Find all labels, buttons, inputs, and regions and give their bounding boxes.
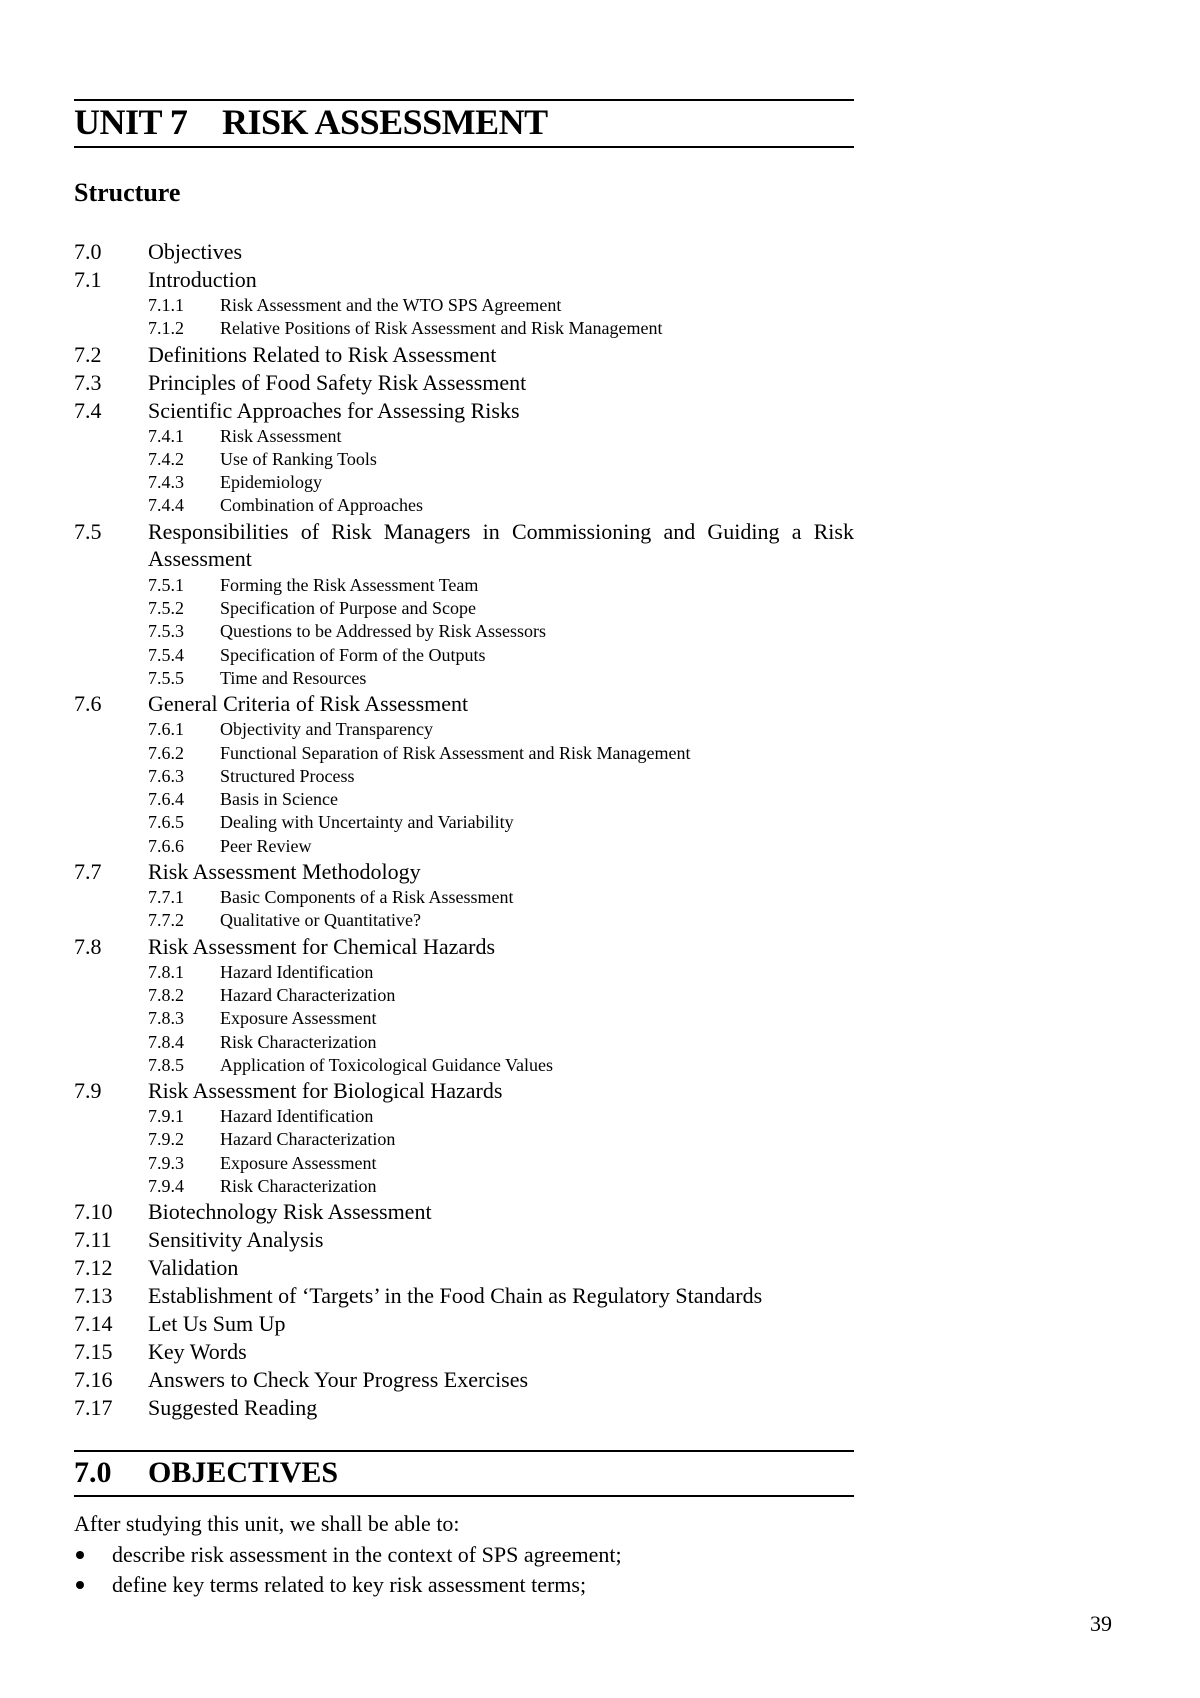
bullet-icon	[76, 1581, 84, 1589]
toc-entry-title: Hazard Characterization	[220, 984, 396, 1005]
toc-entry-number: 7.5	[74, 518, 102, 544]
toc-entry-title: Peer Review	[220, 835, 312, 856]
toc-entry-number: 7.9.4	[148, 1176, 184, 1197]
toc-subsection-entry	[74, 494, 854, 517]
toc-subsection-entry	[74, 961, 854, 984]
toc-entry-title: Risk Assessment Methodology	[148, 859, 421, 885]
toc-subsection-entry	[74, 425, 854, 448]
toc-entry-title: Combination of Approaches	[220, 495, 423, 516]
toc-entry-title: Biotechnology Risk Assessment	[148, 1199, 432, 1225]
toc-entry-number: 7.4	[74, 397, 102, 423]
toc-entry-title: Structured Process	[220, 765, 355, 786]
toc-entry-title: General Criteria of Risk Assessment	[148, 691, 469, 717]
toc-section-entry	[74, 266, 854, 294]
toc-entry-title: Application of Toxicological Guidance Values	[220, 1054, 553, 1075]
toc-entry-title: Forming the Risk Assessment Team	[220, 574, 479, 595]
toc-entry-number: 7.4.1	[148, 425, 184, 446]
toc-entry-title: Objectives	[148, 239, 243, 264]
toc-entry-number: 7.13	[74, 1283, 113, 1309]
toc-entry-title: Functional Separation of Risk Assessment and Risk Management	[220, 742, 691, 763]
toc-subsection-entry	[74, 1105, 854, 1128]
toc-entry-number: 7.11	[74, 1227, 112, 1253]
toc-entry-title: Time and Resources	[220, 667, 367, 688]
toc-subsection-entry	[74, 448, 854, 471]
toc-entry-number: 7.9.3	[148, 1152, 184, 1173]
toc-entry-number: 7.9.1	[148, 1106, 184, 1127]
toc-entry-number: 7.9	[74, 1078, 102, 1104]
toc-entry-title: Hazard Characterization	[220, 1129, 396, 1150]
toc-section-entry	[74, 1310, 854, 1338]
unit-title-top-rule	[74, 99, 854, 101]
toc-entry-title: Let Us Sum Up	[148, 1311, 286, 1337]
toc-subsection-entry	[74, 1054, 854, 1077]
toc-entry-title: Risk Assessment and the WTO SPS Agreement	[220, 295, 562, 315]
toc-subsection-entry	[74, 811, 854, 834]
objectives-list	[74, 1540, 854, 1600]
toc-entry-number: 7.6.1	[148, 719, 184, 740]
toc-entry-number: 7.5.4	[148, 644, 184, 665]
toc-entry-number: 7.1	[74, 267, 102, 292]
toc-section-entry	[74, 933, 854, 961]
toc-entry-title: Exposure Assessment	[220, 1008, 377, 1029]
toc-entry-number: 7.0	[74, 239, 102, 264]
toc-subsection-entry	[74, 1175, 854, 1198]
unit-title	[74, 104, 548, 140]
toc-entry-number: 7.8.1	[148, 961, 184, 982]
toc-subsection-entry	[74, 886, 854, 909]
toc-subsection-entry	[74, 742, 854, 765]
toc-subsection-entry	[74, 1152, 854, 1175]
toc-entry-title: Risk Characterization	[220, 1031, 377, 1052]
toc-subsection-entry	[74, 294, 854, 317]
toc-subsection-entry	[74, 984, 854, 1007]
unit-title-text: RISK ASSESSMENT	[222, 102, 548, 142]
toc-entry-title: Qualitative or Quantitative?	[220, 910, 421, 931]
toc-entry-title: Risk Assessment for Biological Hazards	[148, 1078, 503, 1104]
toc-subsection-entry	[74, 835, 854, 858]
unit-number: UNIT 7	[74, 102, 188, 142]
toc-section-entry	[74, 1394, 854, 1422]
toc-entry-number: 7.14	[74, 1311, 113, 1337]
toc-entry-title: Definitions Related to Risk Assessment	[148, 341, 497, 367]
toc-subsection-entry	[74, 644, 854, 667]
toc-entry-number: 7.5.5	[148, 667, 184, 688]
toc-entry-title: Answers to Check Your Progress Exercises	[148, 1367, 529, 1393]
toc-entry-title: Key Words	[148, 1339, 247, 1365]
toc-entry-number: 7.4.4	[148, 495, 184, 516]
objectives-number: 7.0	[74, 1456, 112, 1489]
list-item-text: describe risk assessment in the context of SPS agreement;	[112, 1542, 622, 1567]
toc-entry-number: 7.10	[74, 1199, 113, 1225]
toc-entry-number: 7.6.2	[148, 742, 184, 763]
toc-section-entry	[74, 1254, 854, 1282]
toc-entry-number: 7.16	[74, 1367, 113, 1393]
objectives-heading	[74, 1458, 338, 1488]
toc-entry-title: Basic Components of a Risk Assessment	[220, 887, 514, 908]
table-of-contents	[74, 238, 854, 1422]
toc-subsection-entry	[74, 471, 854, 494]
toc-subsection-entry	[74, 667, 854, 690]
toc-entry-title: Suggested Reading	[148, 1395, 318, 1421]
toc-subsection-entry	[74, 597, 854, 620]
toc-entry-title: Hazard Identification	[220, 1106, 374, 1127]
toc-entry-number: 7.4.3	[148, 472, 184, 493]
toc-entry-number: 7.6.6	[148, 835, 184, 856]
toc-entry-title: Objectivity and Transparency	[220, 719, 433, 740]
toc-entry-number: 7.6.4	[148, 789, 184, 810]
toc-subsection-entry	[74, 1128, 854, 1151]
toc-entry-number: 7.6.5	[148, 812, 184, 833]
list-item	[74, 1570, 854, 1600]
toc-entry-number: 7.7	[74, 859, 102, 885]
toc-entry-title: Risk Assessment for Chemical Hazards	[148, 933, 496, 959]
toc-subsection-entry	[74, 317, 854, 340]
toc-entry-number: 7.8.4	[148, 1031, 184, 1052]
objectives-intro: After studying this unit, we shall be able to:	[74, 1511, 460, 1536]
toc-entry-title: Sensitivity Analysis	[148, 1227, 324, 1253]
unit-title-bottom-rule	[74, 146, 854, 148]
toc-section-entry	[74, 1226, 854, 1254]
toc-entry-number: 7.8.2	[148, 984, 184, 1005]
objectives-title: OBJECTIVES	[148, 1456, 339, 1489]
toc-section-entry	[74, 690, 854, 718]
toc-entry-title: Dealing with Uncertainty and Variability	[220, 812, 514, 833]
objectives-top-rule	[74, 1450, 854, 1452]
structure-heading: Structure	[74, 178, 181, 207]
toc-entry-title: Hazard Identification	[220, 961, 374, 982]
toc-section-entry	[74, 341, 854, 369]
toc-entry-number: 7.5.1	[148, 574, 184, 595]
toc-entry-number: 7.6	[74, 691, 102, 717]
toc-entry-number: 7.5.2	[148, 598, 184, 619]
list-item	[74, 1540, 854, 1570]
toc-entry-title: Relative Positions of Risk Assessment and Risk Management	[220, 318, 663, 339]
toc-entry-title: Validation	[148, 1255, 239, 1281]
toc-entry-number: 7.6.3	[148, 765, 184, 786]
toc-entry-number: 7.17	[74, 1395, 113, 1421]
toc-entry-number: 7.3	[74, 369, 102, 395]
toc-section-entry	[74, 1366, 854, 1394]
toc-entry-title: Risk Characterization	[220, 1176, 377, 1197]
toc-entry-number: 7.8.5	[148, 1054, 184, 1075]
toc-entry-number: 7.7.1	[148, 887, 184, 908]
toc-section-entry	[74, 1198, 854, 1226]
toc-entry-title: Specification of Form of the Outputs	[220, 644, 486, 665]
toc-entry-number: 7.12	[74, 1255, 113, 1281]
bullet-icon	[76, 1551, 84, 1559]
toc-section-entry	[74, 1338, 854, 1366]
toc-entry-number: 7.8.3	[148, 1008, 184, 1029]
toc-entry-title: Epidemiology	[220, 472, 322, 493]
toc-entry-number: 7.1.2	[148, 318, 184, 339]
toc-entry-number: 7.2	[74, 341, 102, 367]
toc-section-entry	[74, 858, 854, 886]
toc-section-entry	[74, 518, 854, 574]
objectives-bottom-rule	[74, 1495, 854, 1497]
toc-entry-title: Exposure Assessment	[220, 1152, 377, 1173]
toc-entry-title: Introduction	[148, 267, 257, 292]
toc-subsection-entry	[74, 620, 854, 643]
toc-subsection-entry	[74, 718, 854, 741]
toc-subsection-entry	[74, 788, 854, 811]
toc-entry-title: Risk Assessment	[220, 425, 342, 446]
toc-entry-title: Basis in Science	[220, 789, 338, 810]
toc-entry-number: 7.15	[74, 1339, 113, 1365]
toc-section-entry	[74, 1282, 854, 1310]
toc-entry-title: Principles of Food Safety Risk Assessment	[148, 369, 527, 395]
toc-entry-number: 7.7.2	[148, 910, 184, 931]
toc-subsection-entry	[74, 574, 854, 597]
toc-section-entry	[74, 397, 854, 425]
list-item-text: define key terms related to key risk assessment terms;	[112, 1572, 587, 1597]
toc-section-entry	[74, 238, 854, 266]
toc-subsection-entry	[74, 765, 854, 788]
toc-entry-title: Questions to be Addressed by Risk Assessors	[220, 621, 547, 642]
toc-section-entry	[74, 1077, 854, 1105]
toc-entry-number: 7.8	[74, 933, 102, 959]
toc-entry-title: Use of Ranking Tools	[220, 448, 377, 469]
toc-entry-title: Responsibilities of Risk Managers in Commissioning and Guiding a Risk Assessment	[148, 518, 854, 571]
toc-entry-number: 7.1.1	[148, 295, 184, 315]
toc-entry-title: Scientific Approaches for Assessing Risks	[148, 397, 520, 423]
toc-entry-title: Specification of Purpose and Scope	[220, 598, 476, 619]
toc-entry-number: 7.4.2	[148, 448, 184, 469]
toc-subsection-entry	[74, 1031, 854, 1054]
toc-subsection-entry	[74, 909, 854, 932]
toc-entry-number: 7.5.3	[148, 621, 184, 642]
toc-subsection-entry	[74, 1007, 854, 1030]
page-number: 39	[1090, 1611, 1112, 1636]
toc-entry-title: Establishment of ‘Targets’ in the Food Chain as Regulatory Standards	[148, 1283, 763, 1309]
toc-entry-number: 7.9.2	[148, 1129, 184, 1150]
toc-section-entry	[74, 369, 854, 397]
